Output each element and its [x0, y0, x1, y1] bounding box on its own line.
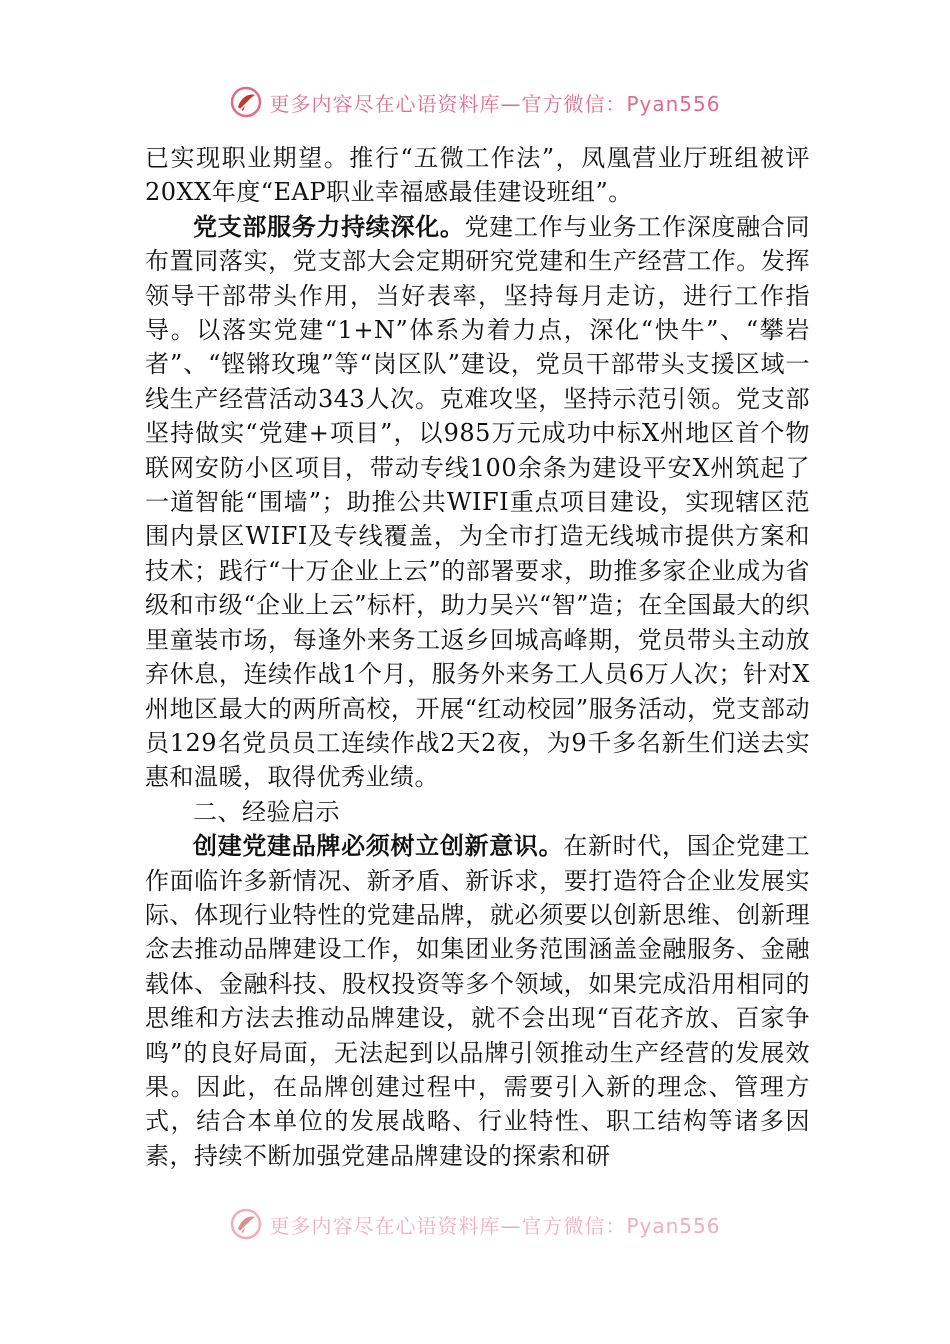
paragraph-text: 党建工作与业务工作深度融合同布置同落实，党支部大会定期研究党建和生产经营工作。发挥领导干部带头作用，当好表率，坚持每月走访，进行工作指导。以落实党建“1+N”体系为着力点，深化“快牛”、“攀岩者”、“铿锵玫瑰”等“岗区队”建设，党员干部带头支援区域一线生产经营活动343人次。克难攻坚，坚持示范引领。党支部坚持做实“党建+项目”，以985万元成功中标X州地区首个物联网安防小区项目，带动专线100余条为建设平安X州筑起了一道智能“围墙”；助推公共WIFI重点项目建设，实现辖区范围内景区WIFI及专线覆盖，为全市打造无线城市提供方案和技术；践行“十万企业上云”的部署要求，助推多家企业成为省级和市级“企业上云”标杆，助力吴兴“智”造；在全国最大的织里童装市场，每逢外来务工返乡回城高峰期，党员带头主动放弃休息，连续作战1个月，服务外来务工人员6万人次；针对X州地区最大的两所高校，开展“红动校园”服务活动，党支部动员129名党员员工连续作战2天2夜，为9千多名新生们送去实惠和温暖，取得优秀业绩。	[145, 212, 810, 792]
paragraph-text: 在新时代，国企党建工作面临许多新情况、新矛盾、新诉求，要打造符合企业发展实际、体现行业特性的党建品牌，就必须要以创新思维、创新理念去推动品牌建设工作，如集团业务范围涵盖金融服务、金融载体、金融科技、股权投资等多个领域，如果完成沿用相同的思维和方法去推动品牌建设，就不会出现“百花齐放、百家争鸣”的良好局面，无法起到以品牌引领推动生产经营的发展效果。因此，在品牌创建过程中，需要引入新的理念、管理方式，结合本单位的发展战略、行业特性、职工结构等诸多因素，持续不断加强党建品牌建设的探索和研	[145, 832, 810, 1170]
paragraph-lead: 创建党建品牌必须树立创新意识。	[193, 831, 564, 861]
document-body	[145, 141, 810, 1173]
paragraph-continuation: 已实现职业期望。推行“五微工作法”，凤凰营业厅班组被评20XX年度“EAP职业幸福感最佳建设班组”。	[145, 144, 810, 207]
logo-icon	[229, 85, 263, 119]
watermark-banner-top	[0, 80, 950, 124]
watermark-text: 更多内容尽在心语资料库—官方微信：Pyan556	[269, 91, 721, 116]
paragraph-lead: 党支部服务力持续深化。	[193, 211, 465, 241]
logo-icon	[229, 1207, 263, 1241]
paragraph-innovation	[145, 829, 810, 1173]
watermark-banner-bottom	[0, 1202, 950, 1246]
section-heading: 二、经验启示	[193, 797, 340, 826]
watermark-text: 更多内容尽在心语资料库—官方微信：Pyan556	[269, 1213, 721, 1238]
paragraph-party-service	[145, 210, 810, 795]
